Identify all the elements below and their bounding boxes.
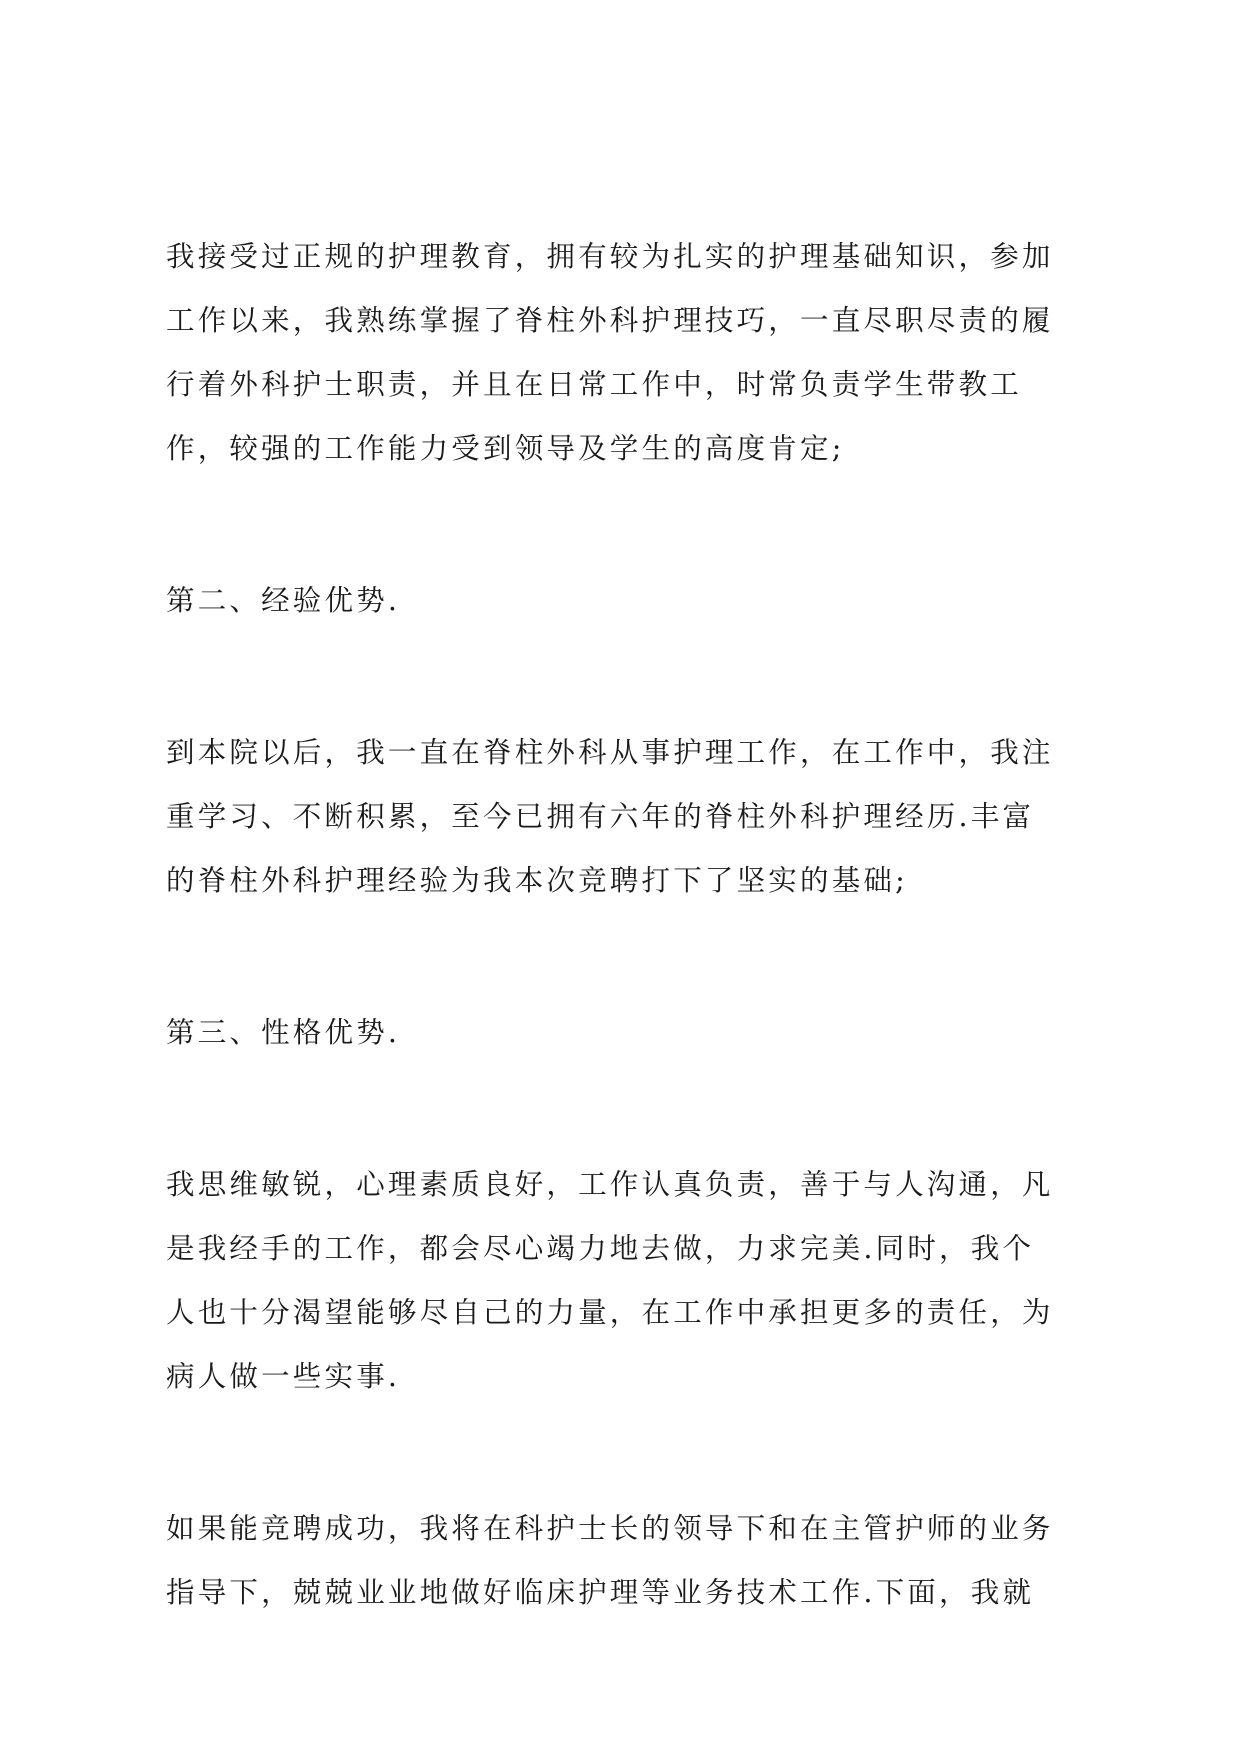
text-line: 行着外科护士职责，并且在日常工作中，时常负责学生带教工 [166,368,1022,401]
paragraph-spacer [166,1065,1096,1153]
heading-line: 第二、经验优势. [166,584,401,617]
paragraph-spacer [166,633,1096,721]
text-line: 作，较强的工作能力受到领导及学生的高度肯定; [166,432,845,465]
text-line: 的脊柱外科护理经验为我本次竞聘打下了坚实的基础; [166,864,908,897]
paragraph-spacer [166,481,1096,569]
text-line: 病人做一些实事. [166,1360,401,1393]
paragraph-personality [166,1153,1096,1409]
paragraph-experience [166,721,1096,913]
text-line: 是我经手的工作，都会尽心竭力地去做，力求完美.同时，我个 [166,1232,1035,1265]
text-line: 到本院以后，我一直在脊柱外科从事护理工作，在工作中，我注 [166,736,1054,769]
paragraph-commitment [166,1497,1096,1625]
section-heading-personality [166,1001,1096,1065]
paragraph-education-skills [166,225,1096,481]
section-heading-experience [166,569,1096,633]
text-line: 重学习、不断积累，至今已拥有六年的脊柱外科护理经历.丰富 [166,800,1035,833]
text-line: 人也十分渴望能够尽自己的力量，在工作中承担更多的责任，为 [166,1296,1054,1329]
heading-line: 第三、性格优势. [166,1016,401,1049]
text-line: 指导下，兢兢业业地做好临床护理等业务技术工作.下面，我就 [166,1576,1035,1609]
paragraph-spacer [166,1409,1096,1497]
text-line: 工作以来，我熟练掌握了脊柱外科护理技巧，一直尽职尽责的履 [166,304,1054,337]
text-line: 我接受过正规的护理教育，拥有较为扎实的护理基础知识，参加 [166,240,1054,273]
text-line: 我思维敏锐，心理素质良好，工作认真负责，善于与人沟通，凡 [166,1168,1054,1201]
document-body [166,225,1096,1625]
text-line: 如果能竞聘成功，我将在科护士长的领导下和在主管护师的业务 [166,1512,1054,1545]
paragraph-spacer [166,913,1096,1001]
